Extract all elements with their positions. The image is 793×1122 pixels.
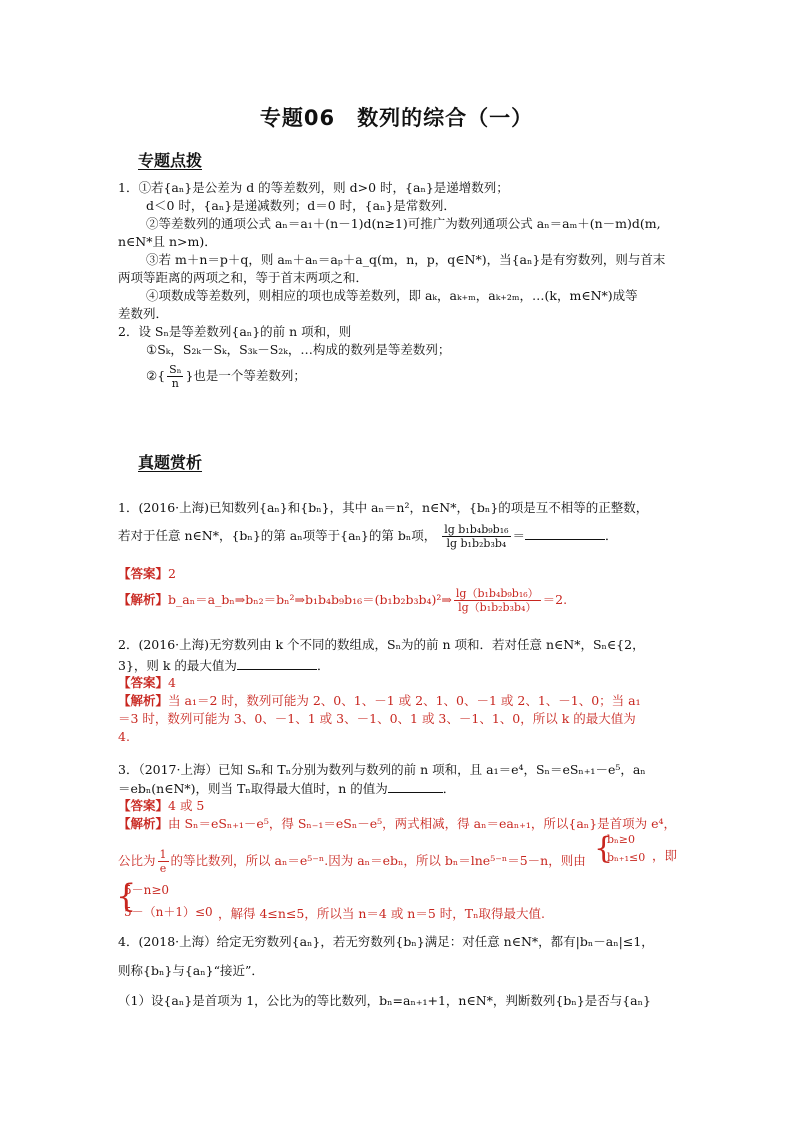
question-4: 则称{bₙ}与{aₙ}“接近”． — [118, 963, 264, 978]
brace-icon: { — [116, 877, 137, 915]
solution-2: ＝3 时，数列可能为 3、0、－1、1 或 3、－1、0、1 或 3、－1、1、0，所以 k 的最大值为 — [118, 711, 636, 726]
question-4: （1）设{aₙ}是首项为 1，公比为的等比数列，bₙ=aₙ₊₁+1，n∈N*，判断数列{bₙ}是否与{aₙ} — [118, 993, 651, 1008]
question-3: 3．（2017·上海）已知 Sₙ和 Tₙ分别为数列与数列的前 n 项和，且 a₁＝e⁴，Sₙ＝eSₙ₊₁－e⁵，aₙ — [118, 762, 646, 777]
answer-3: 【答案】4 或 5 — [118, 798, 205, 813]
solution-3: 公比为 $\frac{1}{e}$ 的等比数列，所以 aₙ＝e⁵⁻ⁿ.因为 aₙ＝ebₙ，所以 bₙ＝lne⁵⁻ⁿ＝5－n，则由 — [118, 848, 586, 875]
question-1: 1．(2016·上海)已知数列{aₙ}和{bₙ}，其中 aₙ＝n²，n∈N*，{bₙ}的项是互不相等的正整数， — [118, 500, 649, 515]
tip-line: ③若 m＋n＝p＋q，则 aₘ＋aₙ＝aₚ＋a_q(m，n，p，q∈N*)，当{aₙ}是有穷数列，则与首末 — [146, 252, 666, 267]
tip-line: 2．设 Sₙ是等差数列{aₙ}的前 n 项和，则 — [118, 324, 352, 339]
solution-3: ，解得 4≤n≤5，所以当 n＝4 或 n＝5 时，Tₙ取得最大值. — [218, 906, 545, 921]
question-1: 若对于任意 n∈N*，{bₙ}的第 aₙ项等于{aₙ}的第 bₙ项， $\frac{\text{lg b₁b₄b₉b₁₆}}{\text{lg b₁b₂b₃b₄}}$ ＝ ． — [118, 523, 618, 550]
tip-line: n∈N*且 n>m)． — [118, 234, 217, 249]
section-heading-exam: 真题赏析 — [138, 453, 203, 472]
tip-line: ①Sₖ，S₂ₖ－Sₖ，S₃ₖ－S₂ₖ，…构成的数列是等差数列； — [146, 342, 451, 357]
question-2: 3}，则 k 的最大值为 ． — [118, 658, 330, 673]
tip-line: 两项等距离的两项之和，等于首末两项之和． — [118, 270, 369, 285]
solution-3: ，即 — [652, 848, 678, 863]
solution-3: 【解析】由 Sₙ＝eSₙ₊₁－e⁵，得 Sₙ₋₁＝eSₙ－e⁵，两式相减，得 aₙ＝eaₙ₊₁，所以{aₙ}是首项为 e⁴， — [118, 816, 677, 831]
tip-line: ②等差数列的通项公式 aₙ＝a₁＋(n－1)d(n≥1)可推广为数列通项公式 aₙ＝aₘ＋(n－m)d(m, — [146, 216, 661, 231]
system-line: bₙ₊₁≤0 — [607, 851, 646, 864]
tip-line: ④项数成等差数列，则相应的项也成等差数列，即 aₖ，aₖ₊ₘ，aₖ₊₂ₘ，…(k，m∈N*)成等 — [146, 288, 638, 303]
system-line: bₙ≥0 — [607, 833, 636, 846]
brace-icon: { — [594, 831, 614, 866]
system-line: 5－（n＋1）≤0 — [124, 905, 213, 919]
tip-line-fraction: ②{ $\frac{\text{Sₙ}}{n}$ }也是一个等差数列； — [146, 363, 306, 390]
section-heading-tips: 专题点拨 — [138, 151, 203, 170]
solution-1: 【解析】b_aₙ＝a_bₙ⇒bₙ₂＝bₙ²⇒b₁b₄b₉b₁₆＝(b₁b₂b₃b₄)²⇒ $\frac{\text{lg（b₁b₄b₉b₁₆）}}{\text{lg（b₁b₂b₃b₄）}}$ ＝2. — [118, 587, 568, 614]
solution-2: 【解析】当 a₁＝2 时，数列可能为 2、0、1、－1 或 2、1、0、－1 或 2、1、－1、0；当 a₁ — [118, 693, 641, 708]
solution-2: 4. — [118, 729, 130, 744]
answer-2: 【答案】4 — [118, 675, 176, 690]
question-2: 2．(2016·上海)无穷数列由 k 个不同的数组成，Sₙ为的前 n 项和．若对任意 n∈N*，Sₙ∈{2， — [118, 637, 645, 652]
system-line: 5－n≥0 — [124, 883, 170, 897]
answer-blank — [525, 527, 605, 540]
answer-blank — [388, 780, 443, 793]
tip-line: d＜0 时，{aₙ}是递减数列；d＝0 时，{aₙ}是常数列． — [146, 198, 456, 213]
tip-line: 差数列． — [118, 306, 169, 321]
page-title: 专题06 数列的综合（一） — [259, 106, 534, 130]
tip-line: 1．①若{aₙ}是公差为 d 的等差数列，则 d>0 时，{aₙ}是递增数列； — [118, 180, 509, 195]
question-3: ＝ebₙ(n∈N*)，则当 Tₙ取得最大值时，n 的值为 ． — [118, 781, 456, 796]
question-4: 4．(2018·上海）给定无穷数列{aₙ}，若无穷数列{bₙ}满足：对任意 n∈N*，都有|bₙ－aₙ|≤1， — [118, 934, 654, 949]
answer-1: 【答案】2 — [118, 566, 176, 581]
answer-blank — [237, 657, 317, 670]
